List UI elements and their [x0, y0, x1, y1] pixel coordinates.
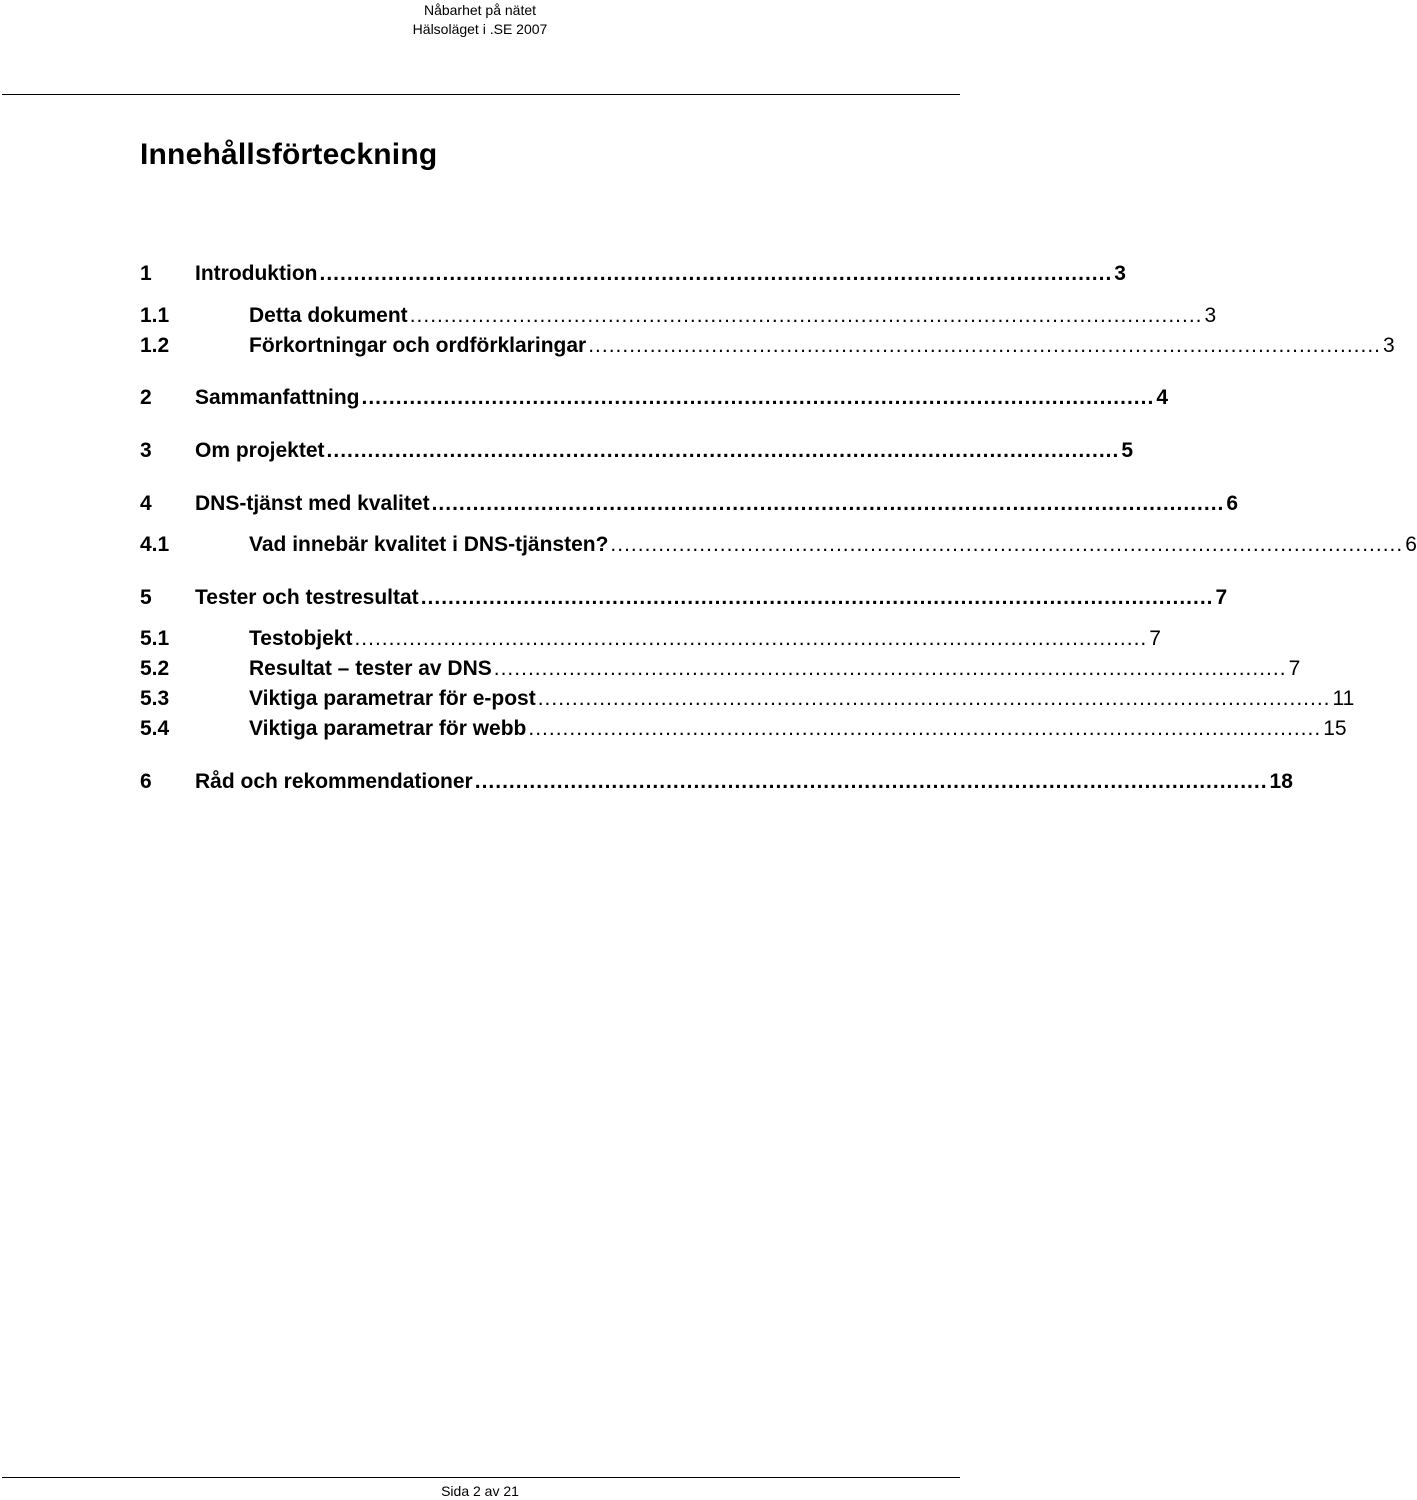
toc-entry-page: 18	[1269, 770, 1293, 793]
toc-entry[interactable]	[140, 770, 1293, 800]
toc-entry-number: 1.2	[140, 334, 170, 357]
toc-entry-text: DNS-tjänst med kvalitet	[195, 492, 430, 515]
toc-entry-text: Förkortningar och ordförklaringar	[249, 334, 587, 357]
toc-entry-page: 7	[1149, 627, 1161, 650]
toc-entry-number: 3	[140, 439, 152, 462]
toc-entry-number: 6	[140, 770, 152, 793]
toc-entry-page: 6	[1405, 533, 1417, 556]
page-number-footer: Sida 2 av 21	[441, 1483, 519, 1499]
toc-entry-number: 5.2	[140, 657, 170, 680]
toc-entry-number: 5	[140, 586, 152, 609]
toc-dot-leader: ....................................................................................................................	[537, 687, 1331, 710]
toc-entry-page: 7	[1288, 657, 1301, 680]
toc-entry[interactable]	[140, 304, 1217, 334]
toc-entry-page: 3	[1383, 334, 1395, 357]
toc-entry-text: Viktiga parametrar för e-post	[249, 687, 536, 710]
toc-dot-leader: ....................................................................................................................	[528, 717, 1322, 740]
running-header	[0, 0, 960, 39]
toc-dot-leader: ....................................................................................................................	[588, 334, 1382, 357]
toc-entry-page: 11	[1332, 687, 1355, 710]
toc-entry-text: Testobjekt	[249, 627, 353, 650]
toc-title: Innehållsförteckning	[140, 138, 438, 171]
toc-entry-text: Detta dokument	[249, 304, 408, 327]
footer-divider	[2, 1477, 960, 1478]
toc-entry-text: Introduktion	[195, 262, 318, 285]
toc-entry[interactable]	[140, 439, 1134, 469]
toc-dot-leader: ....................................................................................................................	[319, 262, 1113, 285]
toc-entry-page: 6	[1226, 492, 1239, 515]
toc-entry-text: Resultat – tester av DNS	[249, 657, 492, 680]
toc-entry-number: 5.4	[140, 717, 170, 740]
toc-entry-page: 7	[1215, 586, 1228, 609]
toc-entry[interactable]	[140, 533, 1417, 563]
toc-entry[interactable]	[140, 386, 1169, 416]
header-divider	[2, 94, 960, 95]
toc-entry-text: Viktiga parametrar för webb	[249, 717, 527, 740]
toc-entry-page: 15	[1323, 717, 1347, 740]
toc-dot-leader: ....................................................................................................................	[361, 386, 1155, 409]
toc-entry-text: Tester och testresultat	[195, 586, 419, 609]
toc-dot-leader: ....................................................................................................................	[420, 586, 1214, 609]
toc-entry-number: 5.1	[140, 627, 170, 650]
toc-dot-leader: ....................................................................................................................	[474, 770, 1268, 793]
header-title: Nåbarhet på nätet	[423, 2, 537, 18]
toc-entry-number: 5.3	[140, 687, 170, 710]
toc-entry-number: 1.1	[140, 304, 170, 327]
toc-entry[interactable]	[140, 717, 1347, 747]
toc-dot-leader: ....................................................................................................................	[409, 304, 1203, 327]
toc-entry-page: 5	[1121, 439, 1134, 462]
toc-entry-text: Sammanfattning	[195, 386, 360, 409]
toc-entry[interactable]	[140, 334, 1395, 364]
toc-dot-leader: ....................................................................................................................	[326, 439, 1120, 462]
toc-dot-leader: ....................................................................................................................	[610, 533, 1404, 556]
toc-dot-leader: ....................................................................................................................	[354, 627, 1148, 650]
toc-entry-number: 4	[140, 492, 152, 515]
toc-entry-text: Vad innebär kvalitet i DNS-tjänsten?	[249, 533, 609, 556]
toc-entry-page: 4	[1156, 386, 1169, 409]
toc-entry[interactable]	[140, 262, 1126, 292]
toc-entry-number: 1	[140, 262, 152, 285]
toc-entry-number: 2	[140, 386, 152, 409]
toc-entry-page: 3	[1204, 304, 1217, 327]
toc-entry-text: Om projektet	[195, 439, 325, 462]
toc-entry[interactable]	[140, 492, 1239, 522]
toc-dot-leader: ....................................................................................................................	[493, 657, 1287, 680]
toc-entry-number: 4.1	[140, 533, 170, 556]
header-subtitle: Hälsoläget i .SE 2007	[412, 21, 548, 37]
toc-entry-text: Råd och rekommendationer	[195, 770, 473, 793]
toc-entry-page: 3	[1114, 262, 1126, 285]
toc-entry[interactable]	[140, 657, 1301, 687]
toc-entry[interactable]	[140, 627, 1161, 657]
toc-entry[interactable]	[140, 687, 1355, 717]
toc-entry[interactable]	[140, 586, 1228, 616]
toc-dot-leader: ....................................................................................................................	[431, 492, 1225, 515]
